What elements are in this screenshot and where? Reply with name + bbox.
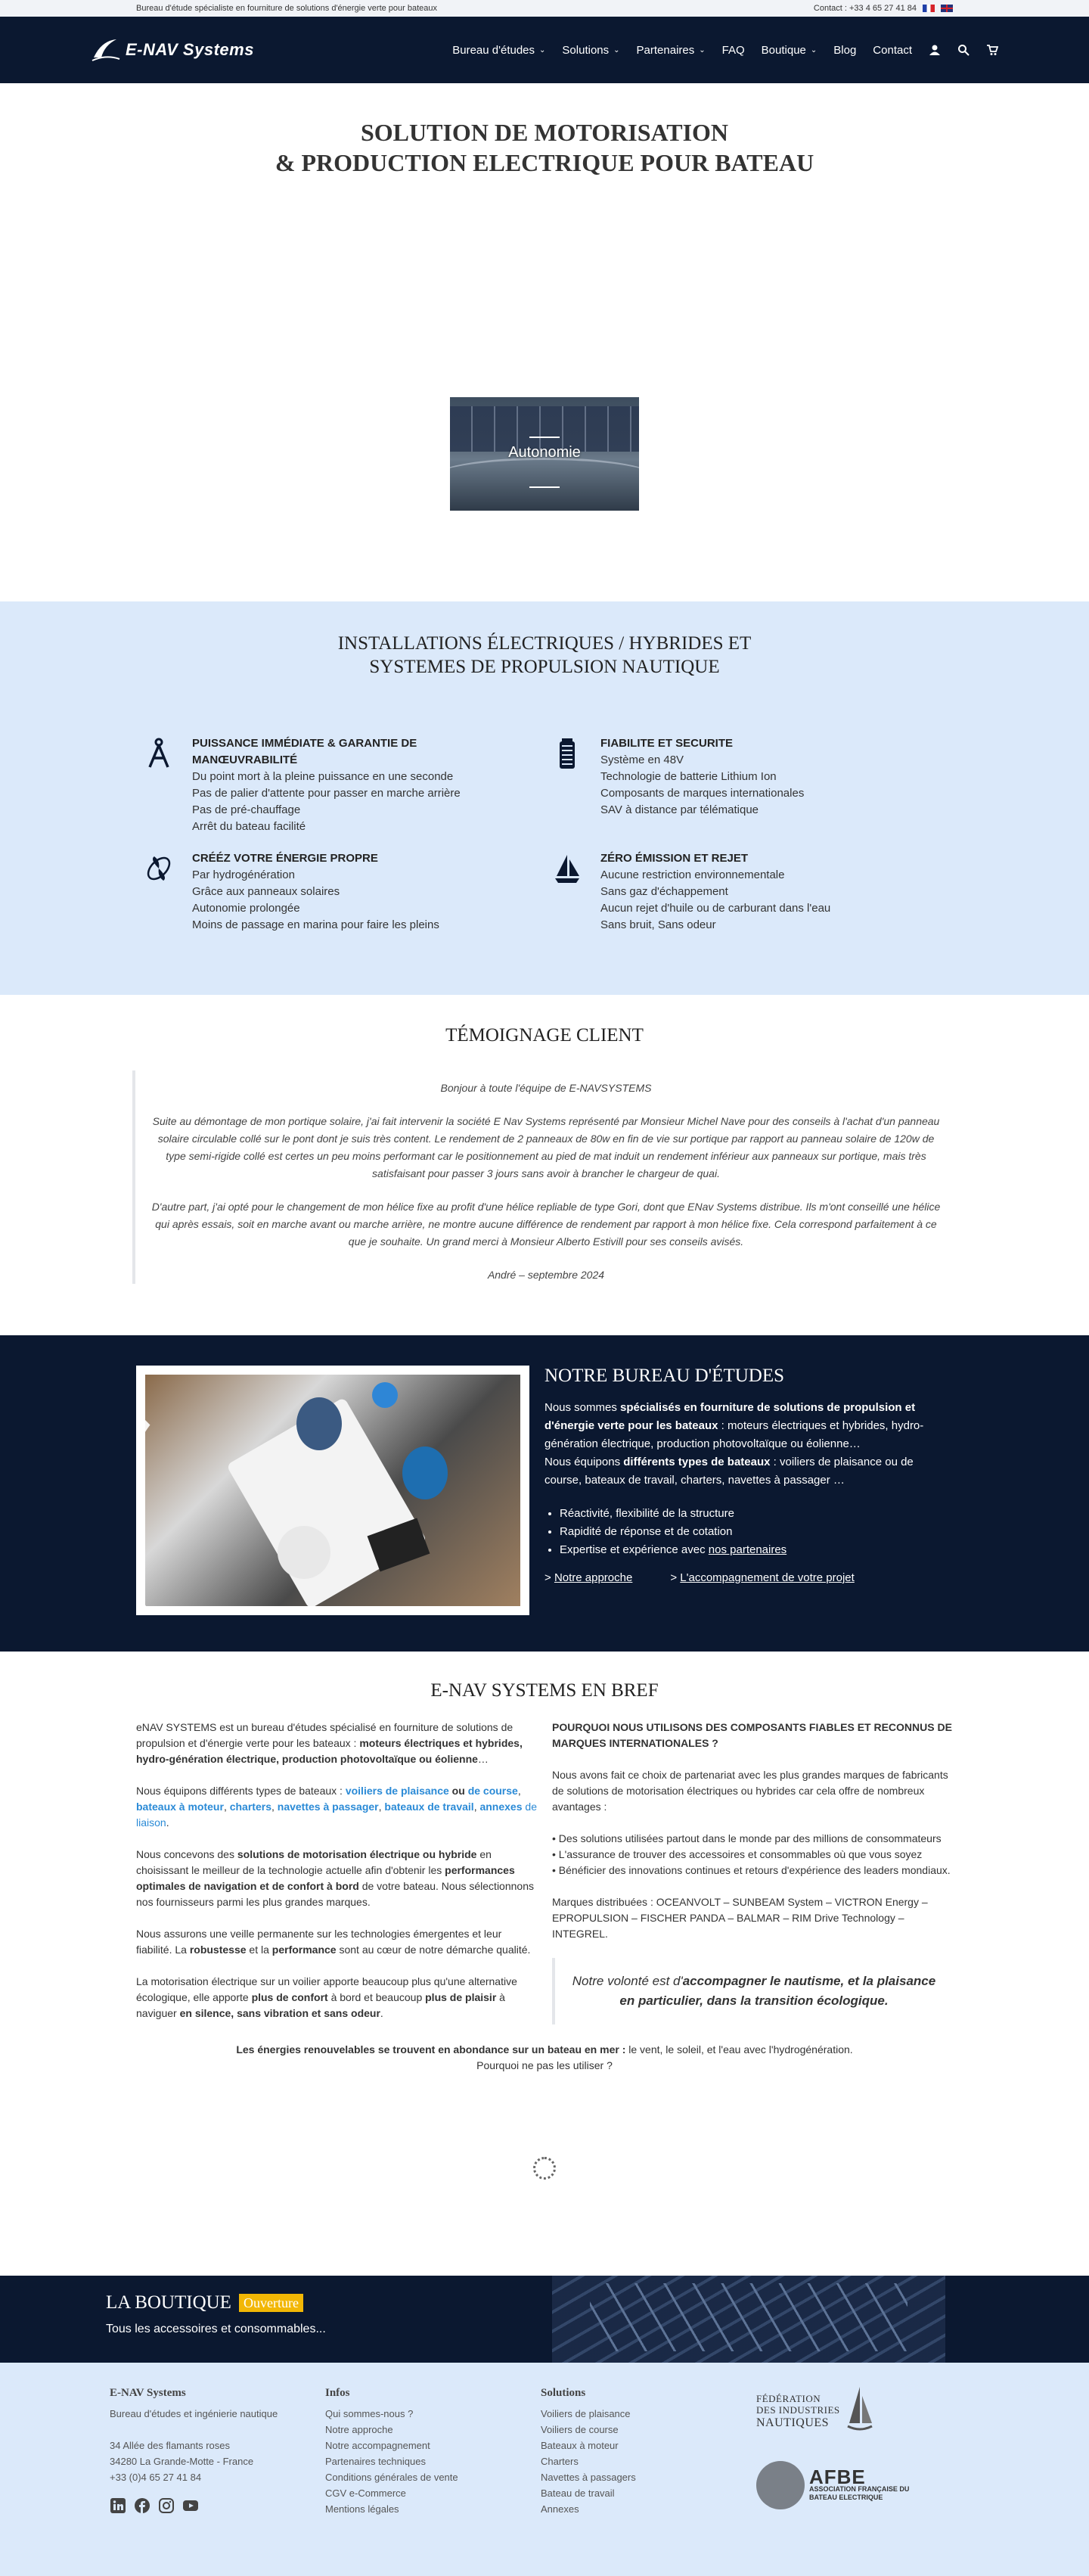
site-logo[interactable]: [91, 35, 254, 65]
bref-bullet: • L'assurance de trouver des accessoires et consommables où que vous soyez: [552, 1847, 953, 1863]
logo-text: E-NAV Systems: [126, 40, 254, 59]
anchor-icon: [144, 737, 174, 770]
footer-phone[interactable]: +33 (0)4 65 27 41 84: [110, 2472, 202, 2483]
footer-link[interactable]: Voiliers de plaisance: [541, 2408, 631, 2419]
footer-partner-logos: [756, 2385, 972, 2517]
footer-link[interactable]: Qui sommes-nous ?: [325, 2408, 414, 2419]
logo-text: BATEAU ELECTRIQUE: [809, 2493, 883, 2501]
bref-bullet: • Bénéficier des innovations continues et retours d'expérience des leaders mondiaux.: [552, 1863, 953, 1878]
text-run: en choisissant le meilleur de la technologie actuelle afin d'obtenir les: [136, 1848, 492, 1876]
bref-right-column: [552, 1720, 953, 2037]
partners-link[interactable]: nos partenaires: [708, 1543, 787, 1556]
testimonial-quote: [132, 1070, 957, 1284]
feature-line: Grâce aux panneaux solaires: [192, 885, 340, 898]
bref-paragraph: Nous avons fait ce choix de partenariat avec les plus grandes marques de fabricants de solutions de motorisation électriques ou hybrides car cela offre de nombreux avantages :: [552, 1769, 948, 1813]
propeller-icon: [144, 852, 174, 885]
text-run: en silence, sans vibration et sans odeur: [179, 2007, 380, 2019]
feature-line: SAV à distance par télématique: [600, 803, 759, 816]
link-wrapper: [670, 1571, 854, 1584]
liaison-link[interactable]: de liaison: [136, 1801, 537, 1829]
afbe-logo[interactable]: [756, 2461, 972, 2509]
installations-title-line: SYSTEMES DE PROPULSION NAUTIQUE: [369, 657, 720, 677]
bureau-section: [0, 1335, 1089, 1652]
text-run: différents types de bateaux: [623, 1456, 771, 1468]
bref-paragraph: [136, 1847, 537, 1910]
linkedin-icon[interactable]: [110, 2497, 126, 2514]
site-header: [0, 17, 1089, 83]
testimonial-paragraph: Suite au démontage de mon portique solaire, j'ai fait intervenir la société E Nav Systems représenté par Monsieur Michel Nave pour des conseils à l'achat d'un panneau solaire circulable collé sur le pont dont je suis très content. Le rendement de 2 panneaux de 80w en fin de vie sur portique par rapport au panneau solaire de 120w de type semi-rigide collé est certes un peu moins performant car le positionnement au pied de mat induit un rendement inférieur aux panneaux sur portique, mais très satisfaisant pour passer 3 jours sans avoir à brancher le chargeur de quai.: [152, 1115, 940, 1179]
chevron-down-icon: ⌄: [539, 45, 546, 54]
feature-line: Système en 48V: [600, 754, 684, 766]
nav-blog[interactable]: [833, 44, 856, 57]
footer-text: Bureau d'études et ingénierie nautique: [110, 2408, 278, 2419]
text-run: solutions de motorisation électrique ou hybride: [237, 1848, 477, 1860]
boutique-subtitle: Tous les accessoires et consommables...: [106, 2323, 326, 2335]
feature-line: Arrêt du bateau facilité: [192, 820, 306, 833]
logo-text: FÉDÉRATION: [756, 2393, 821, 2404]
text-run: Expertise et expérience avec: [560, 1543, 709, 1556]
testimonial-greeting: Bonjour à toute l'équipe de E-NAVSYSTEMS: [440, 1082, 652, 1094]
nav-label: Partenaires: [636, 43, 695, 57]
nav-label: Blog: [833, 43, 857, 57]
installations-title: [0, 632, 1089, 679]
chevron-down-icon: ⌄: [613, 45, 620, 54]
footer-heading: E-NAV Systems: [110, 2387, 186, 2399]
boat-rail-image: [450, 458, 639, 496]
approach-link[interactable]: Notre approche: [554, 1571, 633, 1584]
feature-title: CRÉÉZ VOTRE ÉNERGIE PROPRE: [192, 852, 378, 865]
feature-item: [544, 735, 953, 835]
footer-company: [110, 2385, 325, 2517]
top-bar: [0, 0, 1089, 17]
footer-link[interactable]: Voiliers de course: [541, 2424, 619, 2435]
text-run: Nous sommes: [544, 1401, 621, 1414]
user-icon[interactable]: [929, 44, 941, 56]
topbar-tagline: Bureau d'étude spécialiste en fourniture de solutions d'énergie verte pour bateaux: [136, 4, 438, 13]
boutique-banner[interactable]: [0, 2276, 1089, 2363]
footer-link[interactable]: Mentions légales: [325, 2503, 399, 2515]
features-grid: [136, 735, 953, 934]
bureau-bullet: • Rapidité de réponse et de cotation: [560, 1523, 953, 1541]
cart-icon[interactable]: [986, 44, 998, 56]
footer-heading: Infos: [325, 2387, 350, 2399]
footer-link[interactable]: Notre accompagnement: [325, 2440, 430, 2451]
boat-circle-icon: [756, 2461, 805, 2509]
text-run: à naviguer: [136, 1991, 505, 2019]
feature-line: Pas de palier d'attente pour passer en marche arrière: [192, 787, 461, 800]
bateaux-travail-link[interactable]: bateaux de travail: [384, 1801, 474, 1813]
testimonial-section: [0, 995, 1089, 1335]
bateaux-moteur-link[interactable]: bateaux à moteur: [136, 1801, 224, 1813]
feature-line: Technologie de batterie Lithium Ion: [600, 770, 777, 783]
feature-title: FIABILITE ET SECURITE: [600, 737, 734, 750]
text-run: Nous équipons différents types de bateaux :: [136, 1785, 346, 1797]
facebook-icon[interactable]: [134, 2497, 150, 2514]
sailboat-icon: [552, 852, 582, 885]
ffin-logo[interactable]: [756, 2385, 972, 2438]
text-run: Les énergies renouvelables se trouvent en abondance sur un bateau en mer :: [236, 2043, 626, 2056]
meeting-photo: [136, 1366, 529, 1615]
footer-link[interactable]: Bateau de travail: [541, 2487, 615, 2499]
footer-solutions: [541, 2385, 756, 2517]
text-run: Nous équipons: [544, 1456, 624, 1468]
hero-title-line: & PRODUCTION ELECTRIQUE POUR BATEAU: [275, 149, 814, 176]
testimonial-signature: André – septembre 2024: [487, 1269, 605, 1281]
text-run: performance: [271, 1944, 337, 1956]
en-bref-section: [0, 1652, 1089, 2276]
bureau-bullet: [560, 1541, 953, 1559]
bureau-links: [544, 1571, 953, 1584]
charters-link[interactable]: charters: [229, 1801, 271, 1813]
slide-divider: [529, 486, 560, 488]
text-run: plus de plaisir: [425, 1991, 497, 2003]
nav-solutions[interactable]: [562, 44, 619, 57]
footer-link[interactable]: CGV e-Commerce: [325, 2487, 406, 2499]
feature-line: Du point mort à la pleine puissance en une seconde: [192, 770, 454, 783]
search-icon[interactable]: [957, 44, 970, 56]
bref-paragraph: [136, 1974, 537, 2021]
bref-paragraph: [136, 1926, 537, 1958]
social-links: [110, 2497, 325, 2514]
testimonial-paragraph: D'autre part, j'ai opté pour le changement de mon hélice fixe au profit d'une hélice repliable de type Gori, dont que ENav Systems distribue. Ils m'ont conseillé une hélice qui après essais, soit en marche avant ou marche arrière, ne montre aucune différence de rendement par rapport à mon hélice fixe. Cela correspond parfaitement à ce que je souhaite. Un grand merci à Monsieur Alberto Estivill pour ses conseils avisés.: [151, 1201, 941, 1248]
footer-link[interactable]: Navettes à passagers: [541, 2472, 636, 2483]
text-run: LA BOUTIQUE: [106, 2292, 231, 2313]
feature-line: Sans bruit, Sans odeur: [600, 918, 716, 931]
text-run: POURQUOI NOUS UTILISONS DES COMPOSANTS FIABLES ET RECONNUS DE MARQUES INTERNATIONALES ?: [552, 1721, 952, 1749]
text-run: à bord et beaucoup: [327, 1991, 426, 2003]
text-run: et la: [246, 1944, 272, 1956]
feature-line: Aucune restriction environnementale: [600, 869, 785, 881]
nav-partenaires[interactable]: [637, 44, 706, 57]
feature-title: ZÉRO ÉMISSION ET REJET: [600, 852, 749, 865]
chevron-down-icon: ⌄: [810, 45, 818, 54]
brands-paragraph: Marques distribuées : OCEANVOLT – SUNBEAM System – VICTRON Energy – EPROPULSION – FISCHER PANDA – BALMAR – RIM Drive Technology – INTEGREL.: [552, 1896, 928, 1940]
footer-infos: [325, 2385, 541, 2517]
instagram-icon[interactable]: [158, 2497, 175, 2514]
sailboat-logo-icon: [845, 2385, 875, 2438]
nav-boutique[interactable]: [762, 44, 818, 57]
pull-quote: [552, 1958, 953, 2024]
bref-right-heading: [552, 1720, 953, 1751]
footer-link[interactable]: Annexes: [541, 2503, 579, 2515]
slide-divider: [529, 437, 560, 438]
text-run: spécialisés en fourniture de solutions de propulsion et d'énergie verte pour les bateaux: [544, 1401, 916, 1432]
text-run: plus de confort: [251, 1991, 328, 2003]
feature-item: [544, 850, 953, 934]
bref-bullet: • Des solutions utilisées partout dans le monde par des millions de consommateurs: [552, 1831, 953, 1847]
site-footer: [0, 2363, 1089, 2576]
main-nav: [452, 44, 998, 57]
feature-line: Par hydrogénération: [192, 869, 295, 881]
slide-caption: Autonomie: [508, 444, 581, 461]
chevron-down-icon: ⌄: [699, 45, 706, 54]
nav-label: FAQ: [721, 43, 745, 57]
annexes-link[interactable]: annexes: [479, 1801, 523, 1813]
youtube-icon[interactable]: [182, 2497, 199, 2514]
bureau-bullets: [560, 1505, 953, 1559]
text-run: accompagner le nautisme, et la plaisance en particulier, dans la transition écologique.: [619, 1974, 936, 2008]
battery-icon: [552, 737, 582, 770]
text-run: …: [477, 1753, 489, 1765]
text-run: Notre volonté est d': [572, 1974, 683, 1988]
link-prefix: >: [544, 1571, 554, 1584]
logo-text: AFBE: [809, 2465, 866, 2488]
text-run: eNAV SYSTEMS est un bureau d'études spécialisé en fourniture de solutions de propulsion et d'énergie verte pour les bateaux :: [136, 1721, 513, 1749]
nav-bureau-etudes[interactable]: [452, 44, 545, 57]
text-run: Nous concevons des: [136, 1848, 237, 1860]
text-run: ou: [448, 1785, 468, 1797]
bref-bullets: [552, 1831, 953, 1878]
flag-en-icon[interactable]: [941, 5, 953, 12]
logo-text: DES INDUSTRIES: [756, 2404, 840, 2416]
bref-paragraph: Nous équipons différents types de bateaux : voiliers de plaisance ou de course, bateaux à moteur, charters, navettes à passager, bateaux de travail, annexes de liaison.: [136, 1785, 537, 1829]
bref-title: E-NAV SYSTEMS EN BREF: [430, 1680, 659, 1701]
voiliers-course-link[interactable]: de course: [467, 1785, 518, 1797]
project-support-link[interactable]: L'accompagnement de votre projet: [680, 1571, 855, 1584]
logo-text: NAUTIQUES: [756, 2416, 830, 2429]
feature-line: Aucun rejet d'huile ou de carburant dans l'eau: [600, 902, 831, 915]
link-wrapper: [544, 1571, 632, 1584]
feature-line: Composants de marques internationales: [600, 787, 805, 800]
topbar-contact[interactable]: Contact : +33 4 65 27 41 84: [813, 4, 917, 13]
text-run: le vent, le soleil, et l'eau avec l'hydrogénération.: [625, 2043, 853, 2056]
navettes-link[interactable]: navettes à passager: [277, 1801, 379, 1813]
footer-text: 34280 La Grande-Motte - France: [110, 2456, 254, 2467]
footer-link[interactable]: Partenaires techniques: [325, 2456, 426, 2467]
boutique-title: [106, 2292, 1021, 2313]
bureau-title: NOTRE BUREAU D'ÉTUDES: [544, 1366, 784, 1386]
footer-link[interactable]: Bateaux à moteur: [541, 2440, 619, 2451]
feature-item: [136, 735, 544, 835]
nav-faq[interactable]: [722, 44, 745, 57]
installations-section: [0, 601, 1089, 995]
text-run: sont au cœur de notre démarche qualité.: [336, 1944, 531, 1956]
text-run: : moteurs électriques et hybrides, hydro-génération électrique, production photovoltaïque ou éolienne…: [544, 1419, 924, 1450]
opening-badge: Ouverture: [239, 2294, 303, 2312]
footer-link[interactable]: Charters: [541, 2456, 579, 2467]
feature-title: PUISSANCE IMMÉDIATE & GARANTIE DE MANŒUVRABILITÉ: [192, 737, 417, 766]
text-run: de votre bateau. Nous sélectionnons nos fournisseurs parmi les plus grandes marques.: [136, 1880, 534, 1908]
bureau-bullet: • Réactivité, flexibilité de la structure: [560, 1505, 953, 1523]
nav-label: Boutique: [761, 43, 806, 57]
bref-left-column: [136, 1720, 537, 2037]
nav-label: Contact: [873, 43, 912, 57]
text-run: Nous assurons une veille permanente sur les technologies émergentes et leur fiabilité. La: [136, 1928, 502, 1956]
flag-fr-icon[interactable]: [923, 5, 935, 12]
text-run: La motorisation électrique sur un voilier apporte beaucoup plus qu'une alternative écologique, elle apporte: [136, 1975, 517, 2003]
bref-paragraph: [136, 1720, 537, 1767]
text-run: Pourquoi ne pas les utiliser ?: [476, 2059, 613, 2071]
feature-line: Pas de pré-chauffage: [192, 803, 301, 816]
testimonial-title: TÉMOIGNAGE CLIENT: [445, 1025, 644, 1046]
footer-heading: Solutions: [541, 2387, 586, 2399]
renewable-note: [0, 2042, 1089, 2074]
nav-contact[interactable]: [873, 44, 912, 57]
voiliers-plaisance-link[interactable]: voiliers de plaisance: [345, 1785, 449, 1797]
installations-title-line: INSTALLATIONS ÉLECTRIQUES / HYBRIDES ET: [337, 633, 752, 654]
footer-link[interactable]: Conditions générales de vente: [325, 2472, 458, 2483]
footer-link[interactable]: Notre approche: [325, 2424, 393, 2435]
logo-text: ASSOCIATION FRANÇAISE DU: [809, 2484, 910, 2493]
feature-item: [136, 850, 544, 934]
nav-label: Bureau d'études: [452, 43, 535, 57]
text-run: : voiliers de plaisance ou de course, bateaux de travail, charters, navettes à passager …: [544, 1456, 914, 1487]
feature-line: Sans gaz d'échappement: [600, 885, 728, 898]
footer-text: 34 Allée des flamants roses: [110, 2440, 230, 2451]
feature-line: Autonomie prolongée: [192, 902, 300, 915]
loading-spinner-icon: [533, 2157, 556, 2180]
hero-slide[interactable]: [450, 397, 639, 511]
feature-line: Moins de passage en marina pour faire les pleins: [192, 918, 439, 931]
hero-section: [0, 83, 1089, 601]
bureau-intro: [544, 1399, 953, 1490]
link-prefix: >: [670, 1571, 681, 1584]
wave-logo-icon: [91, 35, 121, 65]
text-run: .: [380, 2007, 383, 2019]
hero-title-line: SOLUTION DE MOTORISATION: [360, 119, 729, 146]
hero-title: [0, 117, 1089, 178]
text-run: moteurs électriques et hybrides, hydro-génération électrique, production photovoltaïque ou éolienne: [136, 1737, 523, 1765]
text-run: robustesse: [189, 1944, 247, 1956]
text-run: performances optimales de navigation et de confort à bord: [136, 1864, 515, 1892]
nav-label: Solutions: [562, 43, 610, 57]
